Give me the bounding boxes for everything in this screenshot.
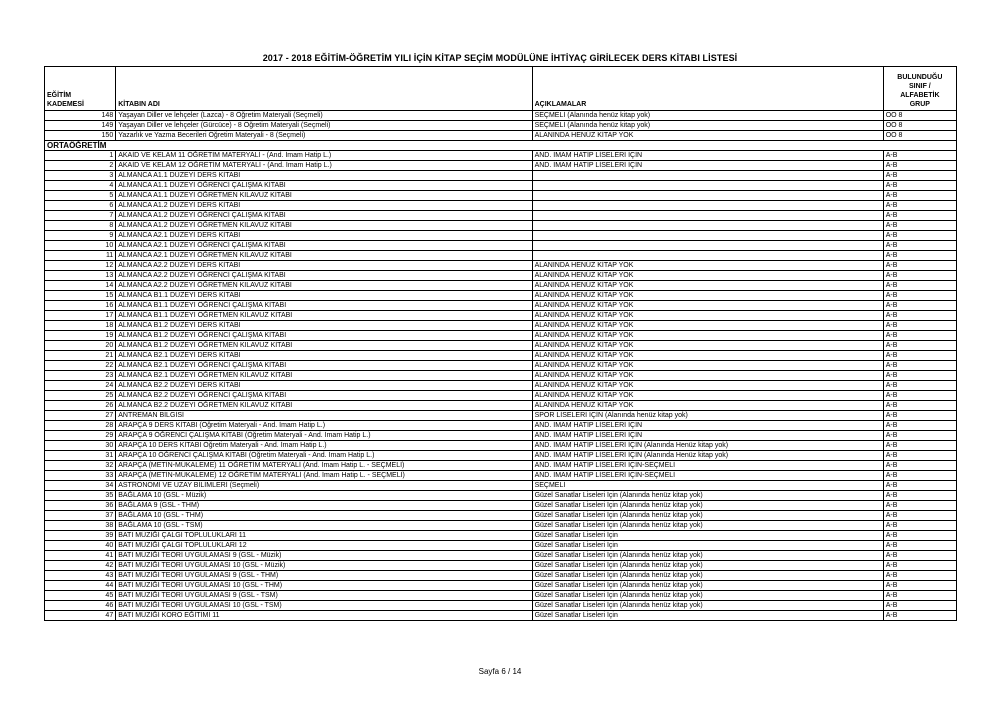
book-name: AKAİD VE KELAM 12 ÖĞRETİM MATERYALİ - (And. İmam Hatip L.)	[116, 161, 532, 171]
book-note: AND. İMAM HATİP LİSELERİ İÇİN	[532, 431, 883, 441]
book-note: SPOR LİSELERİ İÇİN (Alanında henüz kitap yok)	[532, 411, 883, 421]
book-group: A-B	[883, 451, 956, 461]
book-group: A-B	[883, 371, 956, 381]
book-name: BATI MÜZİĞİ TEORİ UYGULAMASI 9 (GSL - THM)	[116, 571, 532, 581]
book-note: ALANINDA HENÜZ KİTAP YOK	[532, 291, 883, 301]
book-group: A-B	[883, 311, 956, 321]
book-group: A-B	[883, 591, 956, 601]
book-group: A-B	[883, 171, 956, 181]
book-note: Güzel Sanatlar Liseleri İçin (Alanında henüz kitap yok)	[532, 601, 883, 611]
row-number: 12	[45, 261, 116, 271]
book-note: Güzel Sanatlar Liseleri İçin (Alanında henüz kitap yok)	[532, 551, 883, 561]
book-name: ALMANCA A2.1 DÜZEYİ ÖĞRENCİ ÇALIŞMA KİTABI	[116, 241, 532, 251]
book-name: ALMANCA B2.1 DÜZEYİ ÖĞRETMEN KILAVUZ KİTABI	[116, 371, 532, 381]
book-name: ARAPÇA 9 DERS KİTABI (Öğretim Materyali - And. İmam Hatip L.)	[116, 421, 532, 431]
book-note: ALANINDA HENÜZ KİTAP YOK	[532, 351, 883, 361]
book-group: A-B	[883, 601, 956, 611]
book-group: A-B	[883, 361, 956, 371]
book-name: ALMANCA A1.1 DÜZEYİ ÖĞRENCİ ÇALIŞMA KİTABI	[116, 181, 532, 191]
book-note: AND. İMAM HATİP LİSELERİ İÇİN-SEÇMELİ	[532, 471, 883, 481]
book-note: ALANINDA HENÜZ KİTAP YOK	[532, 381, 883, 391]
row-number: 23	[45, 371, 116, 381]
table-row	[45, 151, 957, 161]
book-name: ANTREMAN BİLGİSİ	[116, 411, 532, 421]
table-row	[45, 481, 957, 491]
book-note: ALANINDA HENÜZ KİTAP YOK	[532, 311, 883, 321]
book-name: ALMANCA A1.1 DÜZEYİ DERS KİTABI	[116, 171, 532, 181]
table-row	[45, 581, 957, 591]
book-group: A-B	[883, 241, 956, 251]
book-name: Yaşayan Diller ve lehçeler (Gürcüce) - 8 Öğretim Materyali (Seçmeli)	[116, 121, 532, 131]
table-row	[45, 451, 957, 461]
rows-before-section	[45, 111, 957, 141]
book-group: A-B	[883, 611, 956, 621]
book-note: ALANINDA HENÜZ KİTAP YOK	[532, 341, 883, 351]
row-number: 25	[45, 391, 116, 401]
table-row	[45, 191, 957, 201]
table-row	[45, 561, 957, 571]
book-group: A-B	[883, 401, 956, 411]
book-list-table	[44, 66, 957, 621]
row-number: 40	[45, 541, 116, 551]
book-group: A-B	[883, 201, 956, 211]
book-note: ALANINDA HENÜZ KİTAP YOK	[532, 281, 883, 291]
book-group: A-B	[883, 531, 956, 541]
book-name: ALMANCA B1.2 DÜZEYİ ÖĞRENCİ ÇALIŞMA KİTABI	[116, 331, 532, 341]
book-name: BATI MÜZİĞİ KORO EĞİTİMİ 11	[116, 611, 532, 621]
row-number: 13	[45, 271, 116, 281]
book-name: ALMANCA A2.1 DÜZEYİ DERS KİTABI	[116, 231, 532, 241]
book-note: AND. İMAM HATİP LİSELERİ İÇİN	[532, 161, 883, 171]
header-kademe-line2: KADEMESİ	[47, 101, 84, 108]
row-number: 11	[45, 251, 116, 261]
header-egitim-kademesi	[45, 67, 116, 111]
book-note	[532, 201, 883, 211]
table-row	[45, 611, 957, 621]
table-row	[45, 281, 957, 291]
table-row	[45, 501, 957, 511]
row-number: 14	[45, 281, 116, 291]
book-note: AND. İMAM HATİP LİSELERİ İÇİN (Alanında Henüz kitap yok)	[532, 441, 883, 451]
book-note: Güzel Sanatlar Liseleri İçin (Alanında henüz kitap yok)	[532, 521, 883, 531]
book-note	[532, 251, 883, 261]
row-number: 19	[45, 331, 116, 341]
row-number: 3	[45, 171, 116, 181]
book-note: ALANINDA HENÜZ KİTAP YOK	[532, 371, 883, 381]
row-number: 41	[45, 551, 116, 561]
book-group: A-B	[883, 261, 956, 271]
row-number: 7	[45, 211, 116, 221]
table-row	[45, 531, 957, 541]
section-label: ORTAÖĞRETİM	[45, 141, 957, 151]
book-name: ALMANCA A2.2 DÜZEYİ ÖĞRENCİ ÇALIŞMA KİTABI	[116, 271, 532, 281]
book-group: A-B	[883, 491, 956, 501]
rows-after-section	[45, 151, 957, 621]
row-number: 4	[45, 181, 116, 191]
book-note	[532, 171, 883, 181]
book-group: A-B	[883, 281, 956, 291]
book-note: Güzel Sanatlar Liseleri İçin (Alanında henüz kitap yok)	[532, 571, 883, 581]
book-name: BATI MÜZİĞİ ÇALGI TOPLULUKLARI 12	[116, 541, 532, 551]
book-group: OO 8	[883, 121, 956, 131]
row-number: 10	[45, 241, 116, 251]
header-kitabin-adi: KİTABIN ADI	[116, 67, 532, 111]
book-name: BAĞLAMA 10 (GSL - Müzik)	[116, 491, 532, 501]
table-row	[45, 271, 957, 281]
book-name: ALMANCA B2.1 DÜZEYİ DERS KİTABI	[116, 351, 532, 361]
book-group: OO 8	[883, 131, 956, 141]
table-row	[45, 291, 957, 301]
row-number: 38	[45, 521, 116, 531]
row-number: 46	[45, 601, 116, 611]
row-number: 22	[45, 361, 116, 371]
row-number: 27	[45, 411, 116, 421]
book-name: BAĞLAMA 10 (GSL - TSM)	[116, 521, 532, 531]
book-name: ALMANCA B2.1 DÜZEYİ ÖĞRENCİ ÇALIŞMA KİTABI	[116, 361, 532, 371]
book-name: Yazarlık ve Yazma Becerileri Öğretim Materyali - 8 (Seçmeli)	[116, 131, 532, 141]
book-name: BAĞLAMA 10 (GSL - THM)	[116, 511, 532, 521]
table-row	[45, 431, 957, 441]
row-number: 20	[45, 341, 116, 351]
table-row	[45, 521, 957, 531]
book-group: OO 8	[883, 111, 956, 121]
book-name: ARAPÇA (METİN-MÜKALEME) 11 ÖĞRETİM MATERYALİ (And. İmam Hatip L. - SEÇMELİ)	[116, 461, 532, 471]
book-name: ALMANCA A1.2 DÜZEYİ ÖĞRENCİ ÇALIŞMA KİTABI	[116, 211, 532, 221]
table-row	[45, 351, 957, 361]
book-note: ALANINDA HENÜZ KİTAP YOK	[532, 321, 883, 331]
row-number: 15	[45, 291, 116, 301]
book-note: Güzel Sanatlar Liseleri İçin (Alanında henüz kitap yok)	[532, 511, 883, 521]
book-name: ALMANCA B1.1 DÜZEYİ ÖĞRENCİ ÇALIŞMA KİTABI	[116, 301, 532, 311]
page-footer: Sayfa 6 / 14	[478, 667, 522, 676]
header-grup-line3: ALFABETİK	[900, 92, 940, 99]
book-name: BATI MÜZİĞİ TEORİ UYGULAMASI 10 (GSL - THM)	[116, 581, 532, 591]
table-row	[45, 301, 957, 311]
row-number: 33	[45, 471, 116, 481]
book-group: A-B	[883, 151, 956, 161]
book-note	[532, 231, 883, 241]
book-name: ARAPÇA 9 ÖĞRENCİ ÇALIŞMA KİTABI (Öğretim Materyali - And. İmam Hatip L.)	[116, 431, 532, 441]
book-group: A-B	[883, 231, 956, 241]
row-number: 9	[45, 231, 116, 241]
book-name: BATI MÜZİĞİ TEORİ UYGULAMASI 10 (GSL - TSM)	[116, 601, 532, 611]
row-number: 21	[45, 351, 116, 361]
book-note	[532, 221, 883, 231]
book-name: AKAİD VE KELAM 11 ÖĞRETİM MATERYALİ - (And. İmam Hatip L.)	[116, 151, 532, 161]
table-row	[45, 391, 957, 401]
row-number: 43	[45, 571, 116, 581]
book-note: Güzel Sanatlar Liseleri İçin	[532, 611, 883, 621]
row-number: 42	[45, 561, 116, 571]
table-row	[45, 441, 957, 451]
table-row	[45, 371, 957, 381]
row-number: 29	[45, 431, 116, 441]
book-name: ALMANCA B1.2 DÜZEYİ ÖĞRETMEN KILAVUZ KİTABI	[116, 341, 532, 351]
book-group: A-B	[883, 571, 956, 581]
row-number: 26	[45, 401, 116, 411]
row-number: 16	[45, 301, 116, 311]
table-row	[45, 161, 957, 171]
book-group: A-B	[883, 191, 956, 201]
table-header-row	[45, 67, 957, 111]
row-number: 5	[45, 191, 116, 201]
book-note: SEÇMELİ (Alanında henüz kitap yok)	[532, 111, 883, 121]
row-number: 148	[45, 111, 116, 121]
book-group: A-B	[883, 321, 956, 331]
table-row	[45, 491, 957, 501]
row-number: 44	[45, 581, 116, 591]
row-number: 31	[45, 451, 116, 461]
table-row	[45, 601, 957, 611]
book-note: ALANINDA HENÜZ KİTAP YOK	[532, 301, 883, 311]
book-name: BATI MÜZİĞİ TEORİ UYGULAMASI 9 (GSL - TSM)	[116, 591, 532, 601]
book-name: ALMANCA B2.2 DÜZEYİ DERS KİTABI	[116, 381, 532, 391]
book-note: AND. İMAM HATİP LİSELERİ İÇİN (Alanında Henüz kitap yok)	[532, 451, 883, 461]
table-row	[45, 461, 957, 471]
book-group: A-B	[883, 381, 956, 391]
row-number: 30	[45, 441, 116, 451]
book-name: ASTRONOMİ VE UZAY BİLİMLERİ (Seçmeli)	[116, 481, 532, 491]
table-row	[45, 551, 957, 561]
table-row	[45, 211, 957, 221]
book-group: A-B	[883, 541, 956, 551]
book-name: ALMANCA A2.2 DÜZEYİ ÖĞRETMEN KILAVUZ KİTABI	[116, 281, 532, 291]
header-kademe-line1: EĞİTİM	[47, 92, 72, 99]
row-number: 18	[45, 321, 116, 331]
book-group: A-B	[883, 221, 956, 231]
book-name: BATI MÜZİĞİ TEORİ UYGULAMASI 9 (GSL - Müzik)	[116, 551, 532, 561]
book-note: Güzel Sanatlar Liseleri İçin (Alanında henüz kitap yok)	[532, 591, 883, 601]
table-row	[45, 571, 957, 581]
table-row	[45, 251, 957, 261]
table-row	[45, 381, 957, 391]
book-name: ALMANCA A2.1 DÜZEYİ ÖĞRETMEN KILAVUZ KİTABI	[116, 251, 532, 261]
book-note	[532, 191, 883, 201]
table-row	[45, 111, 957, 121]
table-row	[45, 261, 957, 271]
header-aciklamalar: AÇIKLAMALAR	[532, 67, 883, 111]
book-note: AND. İMAM HATİP LİSELERİ İÇİN	[532, 421, 883, 431]
book-name: Yaşayan Diller ve lehçeler (Lazca) - 8 Öğretim Materyali (Seçmeli)	[116, 111, 532, 121]
table-row	[45, 171, 957, 181]
page-title: 2017 - 2018 EĞİTİM-ÖĞRETİM YILI İÇİN KİTAP SEÇİM MODÜLÜNE İHTİYAÇ GİRİLECEK DERS KİTABI LİSTESİ	[262, 53, 738, 63]
table-row	[45, 511, 957, 521]
book-group: A-B	[883, 341, 956, 351]
book-group: A-B	[883, 561, 956, 571]
row-number: 36	[45, 501, 116, 511]
book-name: ALMANCA A1.1 DÜZEYİ ÖĞRETMEN KILAVUZ KİTABI	[116, 191, 532, 201]
book-group: A-B	[883, 271, 956, 281]
table-row	[45, 201, 957, 211]
book-group: A-B	[883, 481, 956, 491]
book-note: Güzel Sanatlar Liseleri İçin (Alanında henüz kitap yok)	[532, 581, 883, 591]
row-number: 1	[45, 151, 116, 161]
book-note: ALANINDA HENÜZ KİTAP YOK	[532, 401, 883, 411]
row-number: 2	[45, 161, 116, 171]
table-row	[45, 311, 957, 321]
row-number: 149	[45, 121, 116, 131]
book-group: A-B	[883, 351, 956, 361]
table-row	[45, 221, 957, 231]
row-number: 35	[45, 491, 116, 501]
section-row-group	[45, 141, 957, 151]
table-row	[45, 361, 957, 371]
book-group: A-B	[883, 441, 956, 451]
book-name: ALMANCA A1.2 DÜZEYİ DERS KİTABI	[116, 201, 532, 211]
table-row	[45, 331, 957, 341]
row-number: 6	[45, 201, 116, 211]
book-group: A-B	[883, 501, 956, 511]
row-number: 150	[45, 131, 116, 141]
row-number: 34	[45, 481, 116, 491]
table-row	[45, 591, 957, 601]
book-name: ALMANCA B2.2 DÜZEYİ ÖĞRENCİ ÇALIŞMA KİTABI	[116, 391, 532, 401]
table-row	[45, 231, 957, 241]
book-group: A-B	[883, 291, 956, 301]
book-note: ALANINDA HENÜZ KİTAP YOK	[532, 261, 883, 271]
book-name: ALMANCA B1.2 DÜZEYİ DERS KİTABI	[116, 321, 532, 331]
book-note: ALANINDA HENÜZ KİTAP YOK	[532, 361, 883, 371]
book-group: A-B	[883, 521, 956, 531]
book-name: BATI MÜZİĞİ TEORİ UYGULAMASI 10 (GSL - Müzik)	[116, 561, 532, 571]
book-group: A-B	[883, 551, 956, 561]
table-row	[45, 341, 957, 351]
book-name: ARAPÇA 10 DERS KİTABI Öğretim Materyali - And. İmam Hatip L.)	[116, 441, 532, 451]
book-note: ALANINDA HENÜZ KİTAP YOK	[532, 271, 883, 281]
book-group: A-B	[883, 211, 956, 221]
row-number: 47	[45, 611, 116, 621]
book-note: Güzel Sanatlar Liseleri İçin	[532, 531, 883, 541]
book-group: A-B	[883, 251, 956, 261]
book-group: A-B	[883, 511, 956, 521]
book-name: BATI MÜZİĞİ ÇALGI TOPLULUKLARI 11	[116, 531, 532, 541]
table-row	[45, 121, 957, 131]
book-note: AND. İMAM HATİP LİSELERİ İÇİN-SEÇMELİ	[532, 461, 883, 471]
book-name: ARAPÇA 10 ÖĞRENCİ ÇALIŞMA KİTABI (Öğretim Materyali - And. İmam Hatip L.)	[116, 451, 532, 461]
table-row	[45, 321, 957, 331]
book-note: ALANINDA HENÜZ KİTAP YOK	[532, 331, 883, 341]
book-group: A-B	[883, 411, 956, 421]
book-note: AND. İMAM HATİP LİSELERİ İÇİN	[532, 151, 883, 161]
book-note	[532, 241, 883, 251]
header-bulundugu-grup	[883, 67, 956, 111]
table-row	[45, 241, 957, 251]
book-note: SEÇMELİ (Alanında henüz kitap yok)	[532, 121, 883, 131]
row-number: 37	[45, 511, 116, 521]
header-grup-line4: GRUP	[909, 101, 930, 108]
book-note: ALANINDA HENÜZ KİTAP YOK	[532, 391, 883, 401]
book-group: A-B	[883, 331, 956, 341]
table-row	[45, 411, 957, 421]
table-row	[45, 131, 957, 141]
header-grup-line1: BULUNDUĞU	[897, 74, 943, 81]
book-group: A-B	[883, 461, 956, 471]
table-row	[45, 401, 957, 411]
book-note: Güzel Sanatlar Liseleri İçin (Alanında henüz kitap yok)	[532, 491, 883, 501]
book-note	[532, 181, 883, 191]
row-number: 28	[45, 421, 116, 431]
row-number: 39	[45, 531, 116, 541]
book-group: A-B	[883, 181, 956, 191]
book-note: Güzel Sanatlar Liseleri İçin (Alanında henüz kitap yok)	[532, 561, 883, 571]
book-name: BAĞLAMA 9 (GSL - THM)	[116, 501, 532, 511]
row-number: 8	[45, 221, 116, 231]
book-name: ALMANCA B1.1 DÜZEYİ ÖĞRETMEN KILAVUZ KİTABI	[116, 311, 532, 321]
book-name: ARAPÇA (METİN-MÜKALEME) 12 ÖĞRETİM MATERYALİ (And. İmam Hatip L. - SEÇMELİ)	[116, 471, 532, 481]
book-note: SEÇMELİ	[532, 481, 883, 491]
book-note: Güzel Sanatlar Liseleri İçin (Alanında henüz kitap yok)	[532, 501, 883, 511]
book-name: ALMANCA A2.2 DÜZEYİ DERS KİTABI	[116, 261, 532, 271]
table-row	[45, 471, 957, 481]
book-group: A-B	[883, 391, 956, 401]
row-number: 17	[45, 311, 116, 321]
book-name: ALMANCA B2.2 DÜZEYİ ÖĞRETMEN KILAVUZ KİTABI	[116, 401, 532, 411]
book-group: A-B	[883, 431, 956, 441]
book-group: A-B	[883, 581, 956, 591]
book-name: ALMANCA B1.1 DÜZEYİ DERS KİTABI	[116, 291, 532, 301]
table-row	[45, 181, 957, 191]
book-note: Güzel Sanatlar Liseleri İçin	[532, 541, 883, 551]
book-group: A-B	[883, 471, 956, 481]
book-group: A-B	[883, 161, 956, 171]
section-row	[45, 141, 957, 151]
header-grup-line2: SINIF /	[908, 83, 931, 90]
book-group: A-B	[883, 421, 956, 431]
book-note	[532, 211, 883, 221]
book-group: A-B	[883, 301, 956, 311]
row-number: 32	[45, 461, 116, 471]
table-row	[45, 421, 957, 431]
book-note: ALANINDA HENÜZ KİTAP YOK	[532, 131, 883, 141]
row-number: 24	[45, 381, 116, 391]
book-name: ALMANCA A1.2 DÜZEYİ ÖĞRETMEN KILAVUZ KİTABI	[116, 221, 532, 231]
row-number: 45	[45, 591, 116, 601]
table-row	[45, 541, 957, 551]
